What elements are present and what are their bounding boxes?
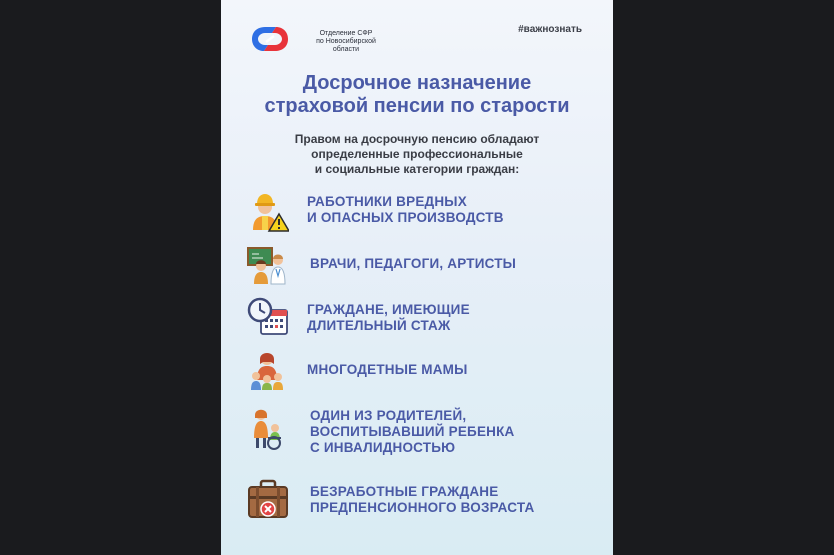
category-line: С ИНВАЛИДНОСТЬЮ (310, 440, 456, 455)
poster-title (221, 72, 613, 118)
title-line-2: страховой пенсии по старости (264, 95, 570, 117)
category-line: ПРЕДПЕНСИОННОГО ВОЗРАСТА (310, 500, 535, 515)
category-line: БЕЗРАБОТНЫЕ ГРАЖДАНЕ (310, 484, 499, 499)
construction-worker-icon (247, 190, 289, 232)
org-line-3: области (332, 46, 360, 53)
info-poster (221, 0, 613, 555)
category-line: РАБОТНИКИ ВРЕДНЫХ (307, 194, 467, 209)
hashtag: #важнознать (518, 24, 582, 35)
category-line: И ОПАСНЫХ ПРОИЗВОДСТВ (307, 210, 504, 225)
category-line: ВОСПИТЫВАВШИЙ РЕБЕНКА (310, 424, 515, 439)
category-line: ОДИН ИЗ РОДИТЕЛЕЙ, (310, 408, 467, 423)
category-label (310, 256, 516, 272)
category-label (310, 408, 515, 456)
title-line-1: Досрочное назначение (302, 72, 532, 94)
large-family-icon (247, 350, 289, 392)
subtitle-line-2: определенные профессиональные (311, 147, 523, 161)
category-label (307, 194, 504, 226)
category-line: ВРАЧИ, ПЕДАГОГИ, АРТИСТЫ (310, 256, 517, 271)
category-line: ДЛИТЕЛЬНЫЙ СТАЖ (307, 318, 451, 333)
category-label (307, 302, 470, 334)
category-label (307, 362, 468, 378)
category-line: МНОГОДЕТНЫЕ МАМЫ (307, 362, 468, 377)
teacher-doctor-icon (247, 244, 289, 286)
category-label (310, 484, 534, 516)
org-line-2: по Новосибирской (316, 38, 376, 45)
subtitle-line-3: и социальные категории граждан: (314, 162, 520, 176)
parent-wheelchair-child-icon (247, 408, 289, 450)
sfr-logo-icon (248, 24, 292, 54)
organization-name (306, 30, 386, 54)
briefcase-cross-icon (247, 478, 289, 520)
clock-calendar-icon (247, 296, 289, 338)
org-line-1: Отделение СФР (319, 30, 373, 37)
subtitle-line-1: Правом на досрочную пенсию обладают (294, 132, 540, 146)
category-line: ГРАЖДАНЕ, ИМЕЮЩИЕ (307, 302, 470, 317)
poster-subtitle (221, 132, 613, 177)
